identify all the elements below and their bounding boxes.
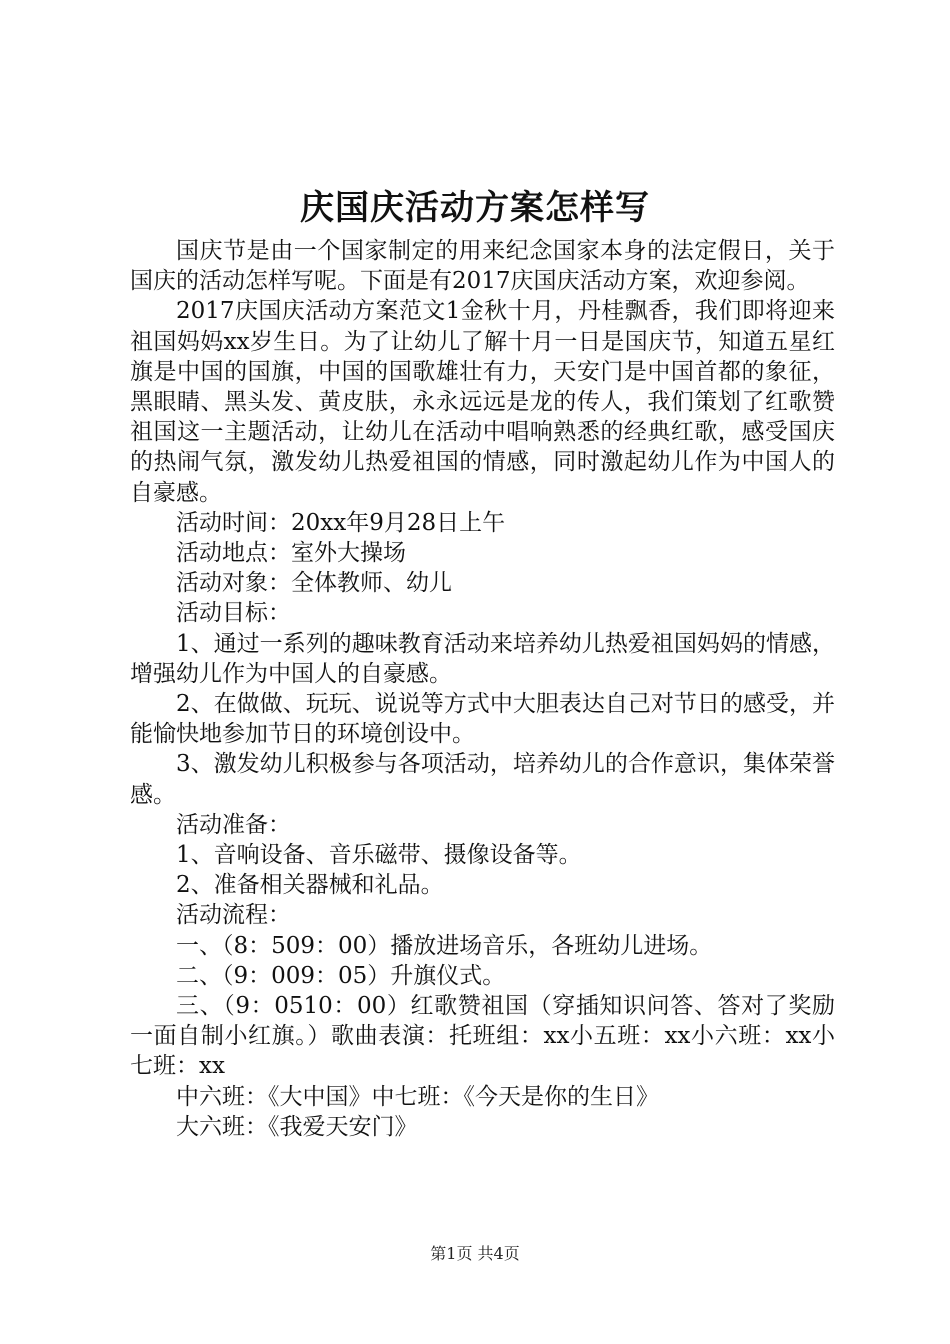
paragraph: 1、音响设备、音乐磁带、摄像设备等。 — [176, 842, 582, 869]
document-title: 庆国庆活动方案怎样写 — [300, 188, 650, 228]
paragraph: 活动目标： — [176, 600, 291, 627]
document-body — [130, 236, 835, 1142]
paragraph: 2017庆国庆活动方案范文1金秋十月，丹桂飘香，我们即将迎来祖国妈妈xx岁生日。为了让幼儿了解十月一日是国庆节，知道五星红旗是中国的国旗，中国的国歌雄壮有力，天安门是中国首都的象征，黑眼睛、黑头发、黄皮肤，永永远远是龙的传人，我们策划了红歌赞祖国这一主题活动，让幼儿在活动中唱响熟悉的经典红歌，感受国庆的热闹气氛，激发幼儿热爱祖国的情感，同时激起幼儿作为中国人的自豪感。 — [130, 298, 835, 506]
paragraph: 中六班：《大中国》中七班：《今天是你的生日》 — [176, 1083, 659, 1110]
paragraph: 一、（8：509：00）播放进场音乐，各班幼儿进场。 — [176, 932, 713, 959]
paragraph: 1、通过一系列的趣味教育活动来培养幼儿热爱祖国妈妈的情感，增强幼儿作为中国人的自豪感。 — [130, 630, 835, 687]
page-footer: 第1页 共4页 — [430, 1244, 520, 1263]
paragraph: 活动流程： — [176, 902, 291, 929]
paragraph: 二、（9：009：05）升旗仪式。 — [176, 962, 506, 989]
paragraph: 2、准备相关器械和礼品。 — [176, 872, 444, 899]
paragraph: 活动对象：全体教师、幼儿 — [176, 570, 452, 597]
paragraph: 活动准备： — [176, 811, 291, 838]
paragraph: 活动地点：室外大操场 — [176, 540, 406, 567]
paragraph: 大六班：《我爱天安门》 — [176, 1113, 418, 1140]
paragraph: 国庆节是由一个国家制定的用来纪念国家本身的法定假日，关于国庆的活动怎样写呢。下面是有2017庆国庆活动方案，欢迎参阅。 — [130, 238, 835, 295]
paragraph: 2、在做做、玩玩、说说等方式中大胆表达自己对节日的感受，并能愉快地参加节日的环境创设中。 — [130, 691, 835, 748]
paragraph: 三、（9：0510：00）红歌赞祖国（穿插知识问答、答对了奖励一面自制小红旗。）歌曲表演：托班组：xx小五班：xx小六班：xx小七班：xx — [130, 993, 835, 1080]
paragraph: 活动时间：20xx年9月28日上午 — [176, 509, 506, 536]
paragraph: 3、激发幼儿积极参与各项活动，培养幼儿的合作意识，集体荣誉感。 — [130, 751, 835, 808]
